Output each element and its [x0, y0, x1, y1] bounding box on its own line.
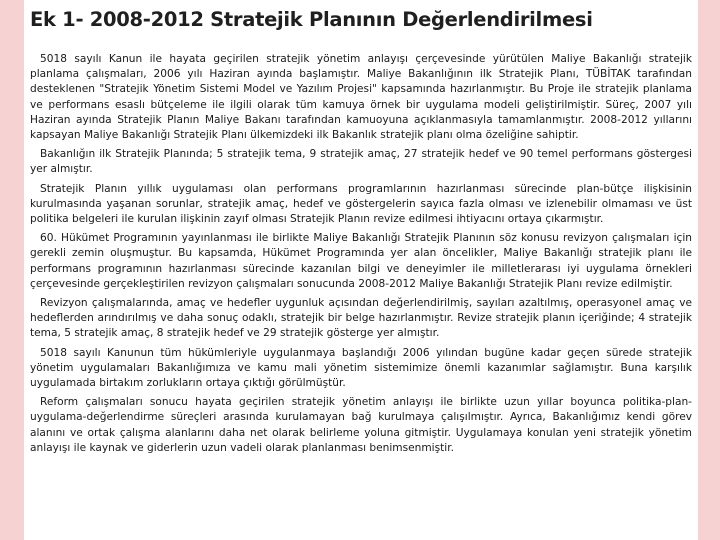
paragraph-revision-need: Stratejik Planın yıllık uygulaması olan performans programlarının hazırlanması sürecinde plan-bütçe ilişkisinin kurulmasında yaşanan sorunlar, stratejik amaç, hedef ve göstergelerin sayıca fazla olması ve izlenebilir olmaması ve üst politika belgeleri ile kurulan ilişkinin zayıf olması Stratejik Planın revize edilmesi ihtiyacını ortaya çıkarmıştır.	[30, 182, 692, 226]
paragraph-first-plan-contents: Bakanlığın ilk Stratejik Planında; 5 stratejik tema, 9 stratejik amaç, 27 stratejik hedef ve 90 temel performans göstergesi yer almıştır.	[30, 148, 692, 176]
document-page	[24, 0, 698, 540]
page-title: Ek 1- 2008-2012 Stratejik Planının Değerlendirilmesi	[30, 8, 593, 31]
paragraph-government-program: 60. Hükümet Programının yayınlanması ile birlikte Maliye Bakanlığı Stratejik Planının söz konusu revizyon çalışmaları için gerekli zemin oluşmuştur. Bu kapsamda, Hükümet Programında yer alan öncelikler, Maliye Bakanlığı stratejik planı ile performans programının hazırlanması sürecinde kazanılan bilgi ve deneyimler ile milletlerarası iyi uygulama örnekleri çerçevesinde gerçekleştirilen revizyon çalışmaları sonucunda 2008-2012 Maliye Bakanlığı Stratejik Planı revize edilmiştir.	[30, 232, 692, 290]
document-body	[30, 52, 692, 460]
paragraph-revision-results: Revizyon çalışmalarında, amaç ve hedefler uygunluk açısından değerlendirilmiş, sayıları azaltılmış, operasyonel amaç ve hedeflerden arındırılmış ve daha sonuç odaklı, stratejik bir belge hazırlanmıştır. Revize stratejik planın içeriğinde; 4 stratejik tema, 5 stratejik amaç, 8 stratejik hedef ve 29 stratejik gösterge yer almıştır.	[30, 297, 692, 340]
paragraph-gains-since-2006: 5018 sayılı Kanunun tüm hükümleriyle uygulanmaya başlandığı 2006 yılından bugüne kadar geçen sürede stratejik yönetim uygulamaları Bakanlığımıza ve kamu mali yönetim sistemimize önemli kazanımlar sağlamıştır. Buna karşılık uygulamada birtakım zorlukların ortaya çıktığı görülmüştür.	[30, 346, 692, 390]
paragraph-reform-outcomes: Reform çalışmaları sonucu hayata geçirilen stratejik yönetim anlayışı ile birlikte uzun yıllar boyunca politika-plan-uygulama-değerlendirme süreçleri arasında kurulamayan bağ kurulmaya çalışılmıştır. Ayrıca, Bakanlığımız kendi görev alanını ve ortak çalışma alanlarını daha net olarak belirleme yoluna gitmiştir. Uygulamaya konulan yeni stratejik yönetim anlayışı ile kaynak ve giderlerin uzun vadeli olarak planlanması benimsenmiştir.	[30, 396, 692, 454]
paragraph-law-5018-background: 5018 sayılı Kanun ile hayata geçirilen stratejik yönetim anlayışı çerçevesinde yürütülen Maliye Bakanlığı stratejik planlama çalışmaları, 2006 yılı Haziran ayında başlamıştır. Maliye Bakanlığının ilk Stratejik Planı, TÜBİTAK tarafından desteklenen "Stratejik Yönetim Sistemi Model ve Yazılım Projesi" kapsamında hazırlanmıştır. Bu Proje ile stratejik planlama ve performans esaslı bütçeleme ile ilgili olarak tüm kamuya örnek bir uygulama modeli geliştirilmiştir. Süreç, 2007 yılı Haziran ayında Stratejik Planın Maliye Bakanı tarafından kamuoyuna açıklanmasıyla tamamlanmıştır. 2008-2012 yıllarını kapsayan Maliye Bakanlığı Stratejik Planı ülkemizdeki ilk Bakanlık stratejik planı olma özeliğine sahiptir.	[30, 53, 692, 142]
